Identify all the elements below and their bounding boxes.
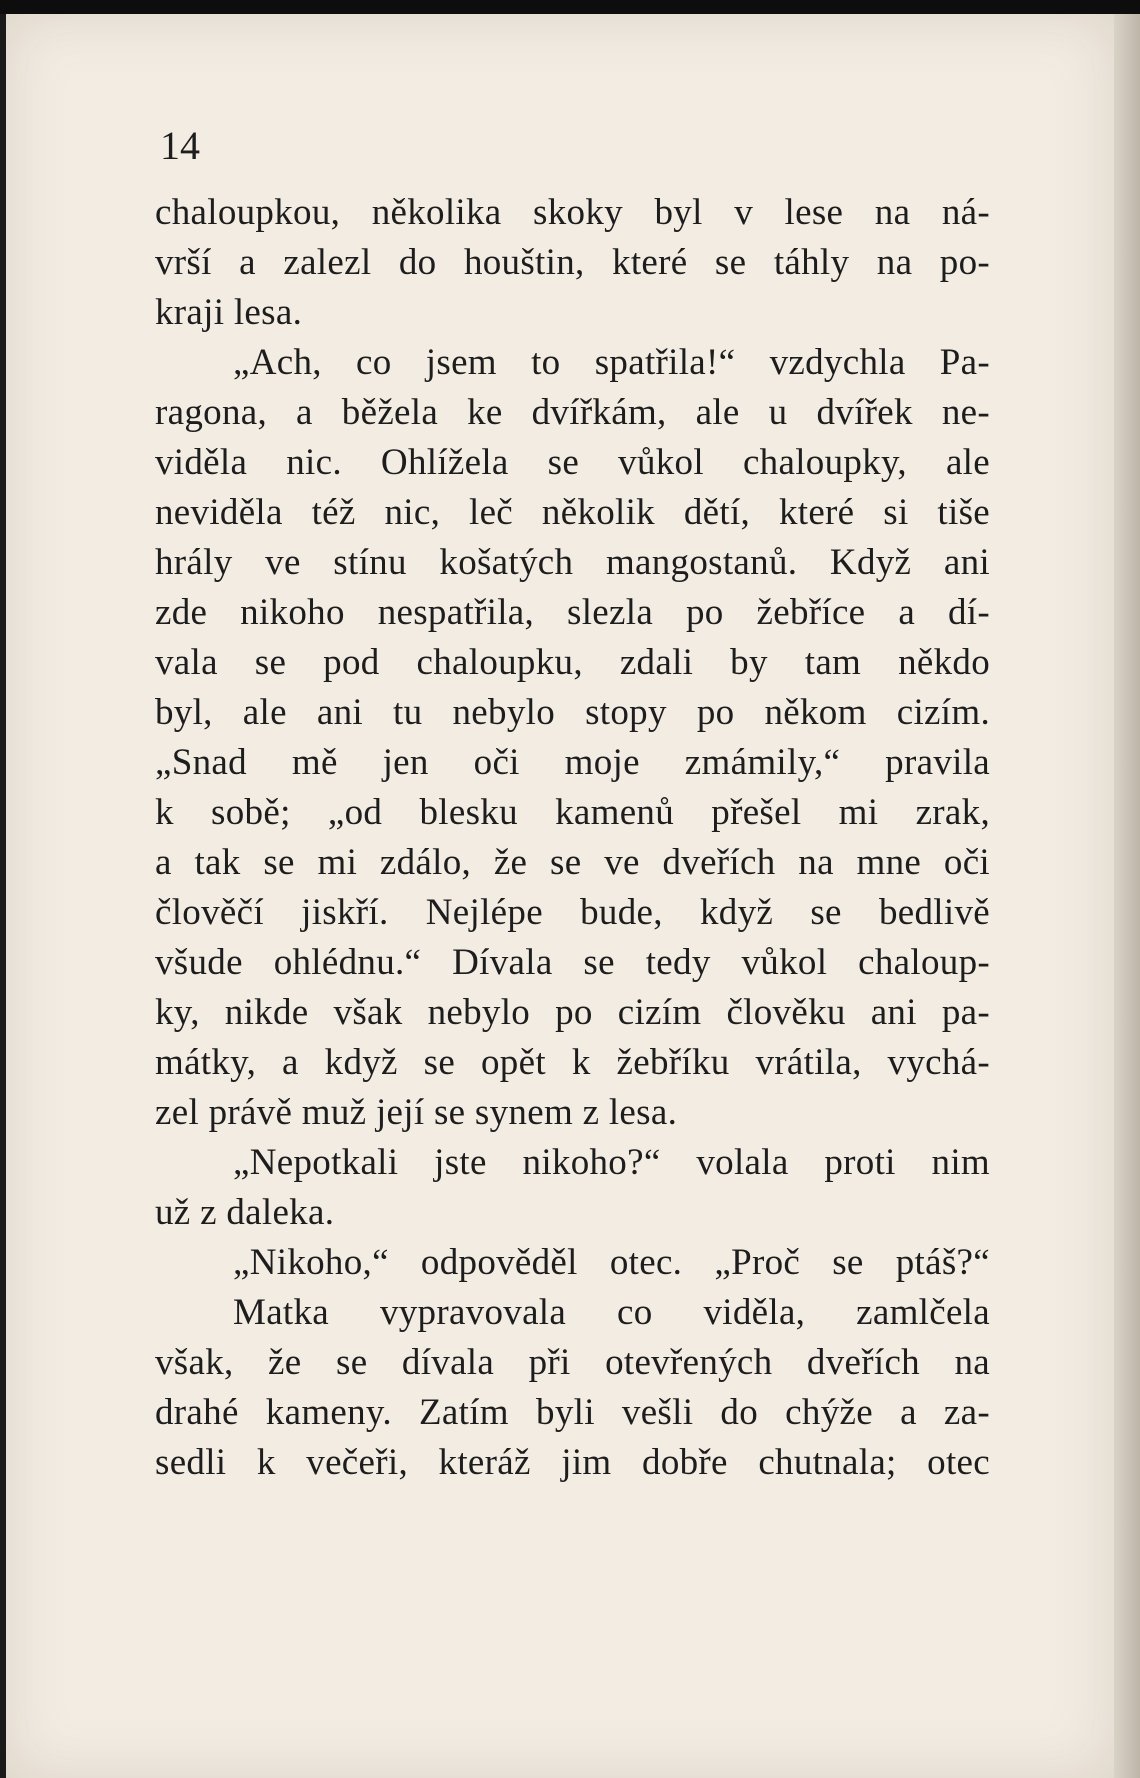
text-line: však, že se dívala při otevřených dveřích na [155,1342,990,1383]
body-text [155,188,990,1488]
text-line: ragona, a běžela ke dvířkám, ale u dvířek ne- [155,392,990,433]
text-line: chaloupkou, několika skoky byl v lese na ná- [155,192,990,233]
text-line: kraji lesa. [155,292,303,333]
text-line: viděla nic. Ohlížela se vůkol chaloupky, ale [155,442,990,483]
text-line: „Nepotkali jste nikoho?“ volala proti nim [233,1142,990,1183]
text-line: Matka vypravovala co viděla, zamlčela [233,1292,990,1333]
text-line: „Ach, co jsem to spatřila!“ vzdychla Pa- [233,342,990,383]
text-line: a tak se mi zdálo, že se ve dveřích na mne oči [155,842,990,883]
text-line: člověčí jiskří. Nejlépe bude, když se bedlivě [155,892,990,933]
text-line: k sobě; „od blesku kamenů přešel mi zrak, [155,792,990,833]
text-line: už z daleka. [155,1192,335,1233]
text-line: zel právě muž její se synem z lesa. [155,1092,678,1133]
text-line: „Snad mě jen oči moje zmámily,“ pravila [155,742,990,783]
text-line: vala se pod chaloupku, zdali by tam někdo [155,642,990,683]
text-line: neviděla též nic, leč několik dětí, které si tiše [155,492,990,533]
text-line: mátky, a když se opět k žebříku vrátila, vychá- [155,1042,990,1083]
scan-border [0,0,1140,14]
text-line: ky, nikde však nebylo po cizím člověku ani pa- [155,992,990,1033]
text-line: byl, ale ani tu nebylo stopy po někom cizím. [155,692,990,733]
text-line: všude ohlédnu.“ Dívala se tedy vůkol chaloup- [155,942,990,983]
text-line: zde nikoho nespatřila, slezla po žebříce a dí- [155,592,990,633]
text-line: drahé kameny. Zatím byli vešli do chýže a za- [155,1392,990,1433]
text-line: vrší a zalezl do houštin, které se táhly na po- [155,242,990,283]
text-line: „Nikoho,“ odpověděl otec. „Proč se ptáš?“ [233,1242,990,1283]
text-line: sedli k večeři, kteráž jim dobře chutnala; otec [155,1442,990,1483]
page-edge [1114,14,1140,1778]
text-line: hrály ve stínu košatých mangostanů. Když ani [155,542,990,583]
page-number: 14 [160,123,200,168]
